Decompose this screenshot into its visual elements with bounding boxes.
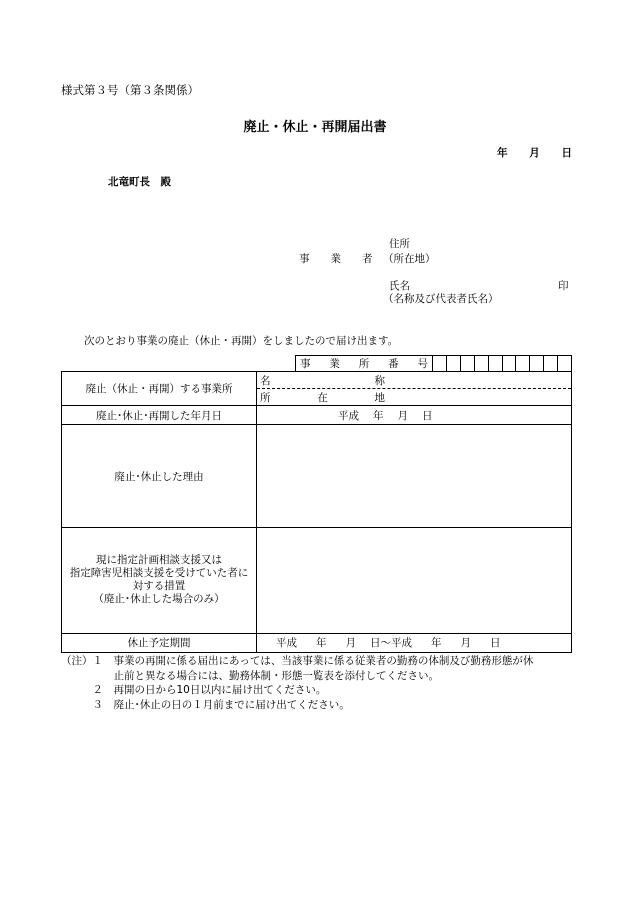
note-line xyxy=(61,669,576,684)
office-number-char: 業 xyxy=(329,358,340,370)
office-location-field[interactable] xyxy=(257,388,571,405)
note-prefix xyxy=(61,669,114,684)
measure-label-line: （廃止･休止した場合のみ） xyxy=(93,593,225,606)
intro-text: 次のとおり事業の廃止（休止・再開）をしましたので届け出ます。 xyxy=(84,335,399,347)
measure-label-line: 現に指定計画相談支援又は xyxy=(96,554,222,567)
note-prefix: ３ xyxy=(61,698,114,711)
date-line xyxy=(497,145,572,160)
date-row-part: 日 xyxy=(422,409,433,422)
office-name-location-cell xyxy=(257,372,572,406)
period-part: 平成 xyxy=(276,637,297,650)
note-text: 再開の日から10日以内に届け出てください。 xyxy=(113,684,327,696)
note-line xyxy=(61,698,576,713)
note-line xyxy=(61,683,576,698)
office-number-char: 事 xyxy=(300,358,311,370)
name-sub-label: （名称及び代表者氏名） xyxy=(383,293,499,305)
office-name-char: 称 xyxy=(374,374,385,387)
measure-field[interactable] xyxy=(257,528,572,634)
period-part: 日 xyxy=(490,637,501,650)
address-sub-label: （所在地） xyxy=(383,253,436,265)
seal-mark: 印 xyxy=(558,280,569,292)
office-number-digit-box[interactable] xyxy=(503,356,517,371)
office-location-char: 在 xyxy=(317,391,328,404)
address-label: 住所 xyxy=(389,238,410,250)
date-row-value[interactable] xyxy=(257,406,572,425)
period-label: 休止予定期間 xyxy=(62,633,257,652)
date-row-label: 廃止･休止･再開した年月日 xyxy=(62,406,257,425)
office-row-label: 廃止（休止・再開）する事業所 xyxy=(62,372,257,406)
office-number-char: 所 xyxy=(358,358,370,370)
measure-label-line: 指定障害児相談支援を受けていた者に xyxy=(69,567,249,580)
date-row-part: 月 xyxy=(397,409,408,422)
form-number: 様式第３号（第３条関係） xyxy=(61,83,199,97)
office-number-digit-box[interactable] xyxy=(489,356,503,371)
office-number-digit-box[interactable] xyxy=(475,356,489,371)
period-value[interactable] xyxy=(257,633,572,652)
reason-field[interactable] xyxy=(257,425,572,528)
note-prefix: ２ xyxy=(61,684,114,696)
office-location-char: 地 xyxy=(374,391,385,404)
office-number-digit-box[interactable] xyxy=(461,356,475,371)
date-row-part: 年 xyxy=(373,409,384,422)
business-label: 事 業 者 xyxy=(299,253,373,265)
period-part: 日～平成 xyxy=(370,637,412,650)
office-number-char: 号 xyxy=(417,358,428,370)
office-location-char: 所 xyxy=(260,391,271,404)
date-day-label: 日 xyxy=(561,147,572,159)
date-row-part: 平成 xyxy=(338,409,359,422)
office-name-char: 名 xyxy=(260,374,271,387)
form-table xyxy=(61,355,572,653)
office-number-row xyxy=(296,356,572,372)
period-part: 年 xyxy=(431,637,442,650)
office-number-digit-box[interactable] xyxy=(433,356,447,371)
date-year-label: 年 xyxy=(497,147,508,159)
date-month-label: 月 xyxy=(529,147,540,159)
page-title: 廃止・休止・再開届出書 xyxy=(243,120,387,135)
office-number-label xyxy=(296,356,433,371)
note-line xyxy=(61,654,576,669)
name-label: 氏名 xyxy=(389,280,410,292)
office-number-digit-box[interactable] xyxy=(516,356,530,371)
note-text: 事業の再開に係る届出にあっては、当該事業に係る従業者の勤務の体制及び勤務形態が休 xyxy=(113,655,534,667)
note-text: 止前と異なる場合には、勤務体制・形態一覧表を添付してください。 xyxy=(113,669,439,682)
note-text: 廃止･休止の日の１月前までに届け出てください。 xyxy=(113,698,350,711)
office-name-field[interactable] xyxy=(257,372,571,388)
reason-label: 廃止･休止した理由 xyxy=(62,425,257,528)
office-number-char: 番 xyxy=(388,358,399,370)
measure-label xyxy=(62,528,257,634)
period-part: 年 xyxy=(316,637,327,650)
office-number-digit-box[interactable] xyxy=(447,356,461,371)
period-part: 月 xyxy=(345,637,356,650)
period-part: 月 xyxy=(460,637,471,650)
office-number-digit-box[interactable] xyxy=(558,356,571,371)
note-prefix: （注）１ xyxy=(61,655,114,667)
measure-label-line: 対する措置 xyxy=(132,580,186,593)
notes xyxy=(61,654,576,712)
office-number-digit-box[interactable] xyxy=(530,356,544,371)
addressee: 北竜町長 殿 xyxy=(108,176,171,188)
office-number-digit-box[interactable] xyxy=(544,356,558,371)
